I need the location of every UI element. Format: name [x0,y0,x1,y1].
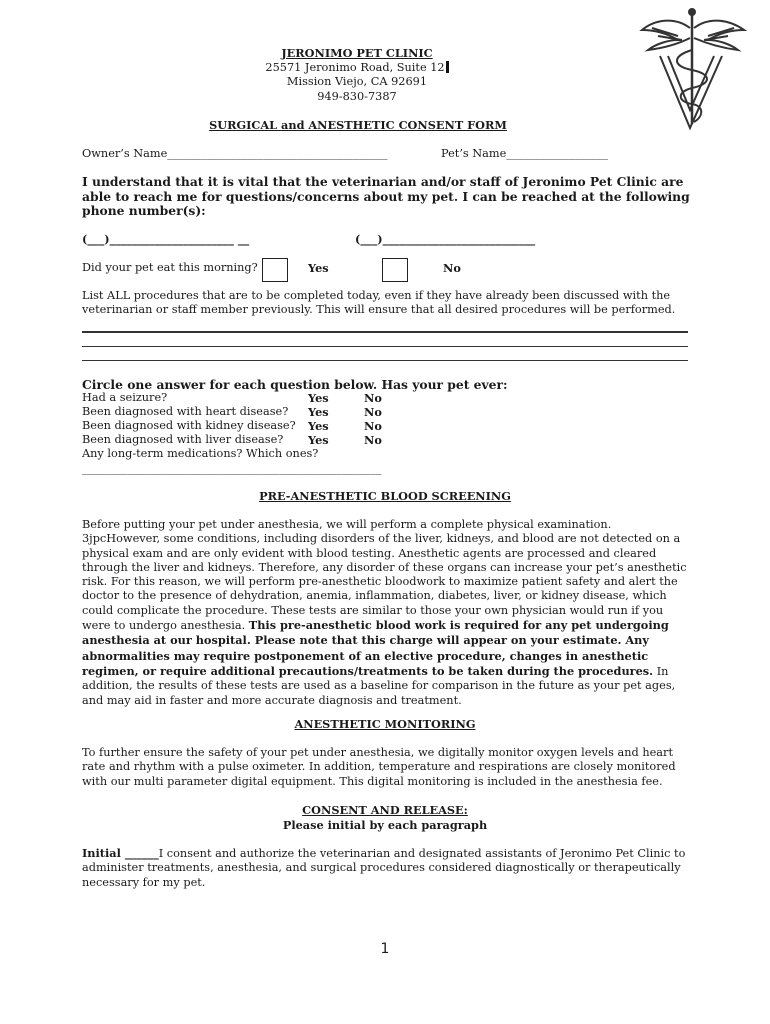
question-heart-yes[interactable]: Yes [308,405,329,419]
question-liver-no[interactable]: No [364,433,382,447]
form-title: SURGICAL and ANESTHETIC CONSENT FORM [209,118,507,132]
medications-question: Any long-term medications? Which ones? [82,447,319,460]
eat-no-checkbox[interactable] [382,258,408,282]
contact-statement: I understand that it is vital that the veterinarian and/or staff of Jeronimo Pet Clinic are able to reach me for questions/concerns about my pet. I can be reached at the following phone number(s): [82,174,690,218]
procedures-line-1[interactable] [82,331,688,333]
circle-heading: Circle one answer for each question below. Has your pet ever: [82,377,508,392]
clinic-address-line2: Mission Viejo, CA 92691 [286,75,428,88]
question-kidney-yes[interactable]: Yes [308,419,329,433]
clinic-name: JERONIMO PET CLINIC [281,46,433,60]
page-number: 1 [380,941,390,957]
veterinary-caduceus-logo [638,6,748,134]
owner-name-field[interactable]: Owner’s Name_______________________________________ [82,147,388,160]
question-liver: Been diagnosed with liver disease? [82,433,284,446]
eat-yes-checkbox[interactable] [262,258,288,282]
screening-heading: PRE-ANESTHETIC BLOOD SCREENING [259,489,511,503]
question-heart: Been diagnosed with heart disease? [82,405,289,418]
procedures-line-3[interactable] [82,360,688,361]
screening-paragraph: Before putting your pet under anesthesia, we will perform a complete physical examination. 3jpcHowever, some conditions, including disorders of the liver, kidneys, and blood are not detected on a physical exam and are only evident with blood testing. Anesthetic agents are processed and cleared through the liver and kidneys. Therefore, any disorder of these organs can increase your pet’s anesthetic risk. For this reason, we will perform pre-anesthetic bloodwork to maximize patient safety and alert the doctor to the presence of dehydration, anemia, inflammation, diabetes, liver, or kidney disease, which could complicate the procedure. These tests are similar to those your own physician would run if you were to undergo anesthesia. This pre-anesthetic blood work is required for any pet undergoing anesthesia at our hospital. Please note that this charge will appear on your estimate. Any abnormalities may require postponement of an elective procedure, changes in anesthetic regimen, or require additional precautions/treatments to be taken during the procedures. In addition, the results of these tests are used as a baseline for comparison in the future as your pet ages, and may aid in faster and more accurate diagnosis and treatment. [82,518,687,707]
monitoring-paragraph: To further ensure the safety of your pet under anesthesia, we digitally monitor oxygen levels and heart rate and rhythm with a pulse oximeter. In addition, temperature and respirations are closely monitored with our multi parameter digital equipment. This digital monitoring is included in the anesthesia fee. [82,746,676,788]
phone-field-2[interactable]: (___)___________________________ [355,232,536,246]
eat-yes-label: Yes [308,261,329,275]
consent-initial-paragraph: Initial ______I consent and authorize the veterinarian and designated assistants of Jeronimo Pet Clinic to administer treatments, anesthesia, and surgical procedures considered diagnostically or therapeutically necessary for my pet. [82,846,686,889]
medications-field[interactable]: _____________________________________________________ [82,462,382,475]
procedures-instructions: List ALL procedures that are to be completed today, even if they have already been discussed with the veterinarian or staff member previously. This will ensure that all desired procedures will be performed. [82,289,676,317]
question-seizure-no[interactable]: No [364,391,382,405]
question-heart-no[interactable]: No [364,405,382,419]
question-seizure-yes[interactable]: Yes [308,391,329,405]
clinic-address-line1: 25571 Jeronimo Road, Suite 12 [257,61,457,74]
question-kidney-no[interactable]: No [364,419,382,433]
consent-subheading: Please initial by each paragraph [282,818,488,832]
question-kidney: Been diagnosed with kidney disease? [82,419,296,432]
question-liver-yes[interactable]: Yes [308,433,329,447]
initial-field[interactable]: Initial ______ [82,846,159,860]
consent-heading: CONSENT AND RELEASE: [302,803,468,817]
pet-name-field[interactable]: Pet’s Name__________________ [441,147,608,160]
eat-question: Did your pet eat this morning? [82,261,258,274]
phone-field-1[interactable]: (___)______________________ __ [82,232,250,246]
eat-no-label: No [443,261,461,275]
monitoring-heading: ANESTHETIC MONITORING [294,717,476,731]
procedures-line-2[interactable] [82,346,688,347]
clinic-phone: 949-830-7387 [317,90,397,103]
question-seizure: Had a seizure? [82,391,168,404]
